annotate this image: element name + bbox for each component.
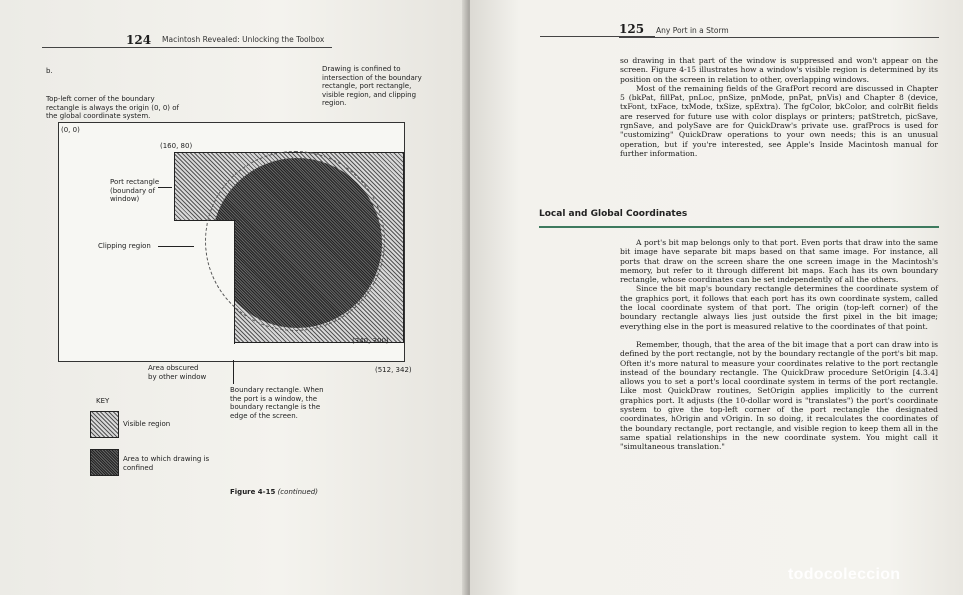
port-rectangle: [174, 152, 404, 343]
paragraph-1: so drawing in that part of the window is suppressed and won't appear on the screen. Figure 4-15 illustrates how a window's visible region is determined by its position on the screen in relation to other, overlapping windows.: [620, 56, 938, 84]
running-head: Any Port in a Storm: [656, 26, 729, 35]
annotation-top-left-corner: Top-left corner of the boundary rectangle is always the origin (0, 0) of the global coordinate system.: [46, 95, 180, 120]
running-head: Macintosh Revealed: Unlocking the Toolbox: [162, 35, 325, 44]
paragraph-3: A port's bit map belongs only to that port. Even ports that draw into the same bit image have separate bit maps based on that same image. For instance, all ports that draw on the screen share the one screen image in the Macintosh's memory, but refer to it through different bit maps. Each has its own boundary rectangle, whose coordinates can be set independently of all the others.: [620, 238, 938, 285]
coord-bounds: (512, 342): [375, 366, 412, 374]
key-swatch-drawing: [90, 449, 119, 476]
page-number: 124: [126, 33, 152, 47]
paragraph-5: Remember, though, that the area of the bit image that a port can draw into is defined by the port rectangle, not by the boundary rectangle of the port's bit map. Often it's more natural to measure your coordinates relative to the port rectangle instead of the boundary rectangle. The QuickDraw procedure SetOrigin [4.3.4] allows you to set a port's local coordinate system in terms of the port rectangle. Like most QuickDraw routines, SetOrigin applies implicitly to the current graphics port. It adjusts (the 10-dollar word is "translates") the port's coordinate system to give the top-left corner of the port rectangle the designated coordinates, hOrigin and vOrigin. In so doing, it recalculates the coordinates of the boundary rectangle, port rectangle, and visible region to keep them all in the same spatial relationships in the new coordinate system. You might call it "simultaneous translation.": [620, 339, 938, 452]
page-number: 125: [619, 22, 645, 36]
watermark: todocoleccion: [788, 566, 901, 583]
section-rule: [539, 226, 939, 228]
left-page: [0, 0, 468, 595]
paragraph-4: Since the bit map's boundary rectangle determines the coordinate system of the graphics port, it follows that each port has its own coordinate system, called the local coordinate system of that port. The origin (top-left corner) of the boundary rectangle always lies just outside the first pixel in the bit image; everything else in the port is measured relative to the coordinates of that point.: [620, 284, 938, 331]
header-rule: [42, 47, 332, 48]
key-drawing-area: Area to which drawing is confined: [123, 455, 210, 472]
figure-caption-continued: (continued): [277, 488, 318, 496]
coord-origin: (0, 0): [61, 126, 80, 134]
pointer-line: [233, 360, 234, 384]
annotation-drawing-confined: Drawing is confined to intersection of the boundary rectangle, port rectangle, visible region, and clipping region.: [322, 65, 422, 107]
key-visible-region: Visible region: [123, 420, 171, 428]
annotation-clipping-region: Clipping region: [98, 242, 151, 250]
annotation-boundary-rectangle: Boundary rectangle. When the port is a window, the boundary rectangle is the edge of the screen.: [230, 386, 324, 420]
paragraph-2: Most of the remaining fields of the GrafPort record are discussed in Chapter 5 (bkPat, fillPat, pnLoc, pnSize, pnMode, pnPat, pnVis) and Chapter 8 (device, txFont, txFace, txMode, txSize, spExtra). The fgColor, bkColor, and colrBit fields are reserved for future use with color displays or printers; patStretch, picSave, rgnSave, and polySave are for QuickDraw's private use. grafProcs is used for "customizing" QuickDraw operations to your own needs; this is an unusual operation, but if you're interested, see Apple's Inside Macintosh manual for further information.: [620, 83, 938, 158]
header-rule-long: [619, 37, 939, 38]
paragraph: [620, 56, 938, 158]
key-title: KEY: [96, 397, 110, 405]
right-page: [470, 0, 963, 595]
pointer-line: [158, 187, 172, 188]
key-swatch-visible: [90, 411, 119, 438]
annotation-port-rectangle: Port rectangle (boundary of window): [110, 178, 160, 203]
clipping-outline: [205, 151, 385, 331]
panel-label: b.: [46, 67, 53, 75]
coord-port-topleft: (160, 80): [160, 142, 193, 150]
figure-caption: Figure 4-15: [230, 488, 276, 496]
section-body: [620, 238, 938, 452]
pointer-line: [158, 246, 194, 247]
coord-port-botright: (340, 300): [352, 337, 389, 345]
section-heading: Local and Global Coordinates: [539, 209, 688, 219]
annotation-area-obscured: Area obscured by other window: [148, 364, 207, 381]
